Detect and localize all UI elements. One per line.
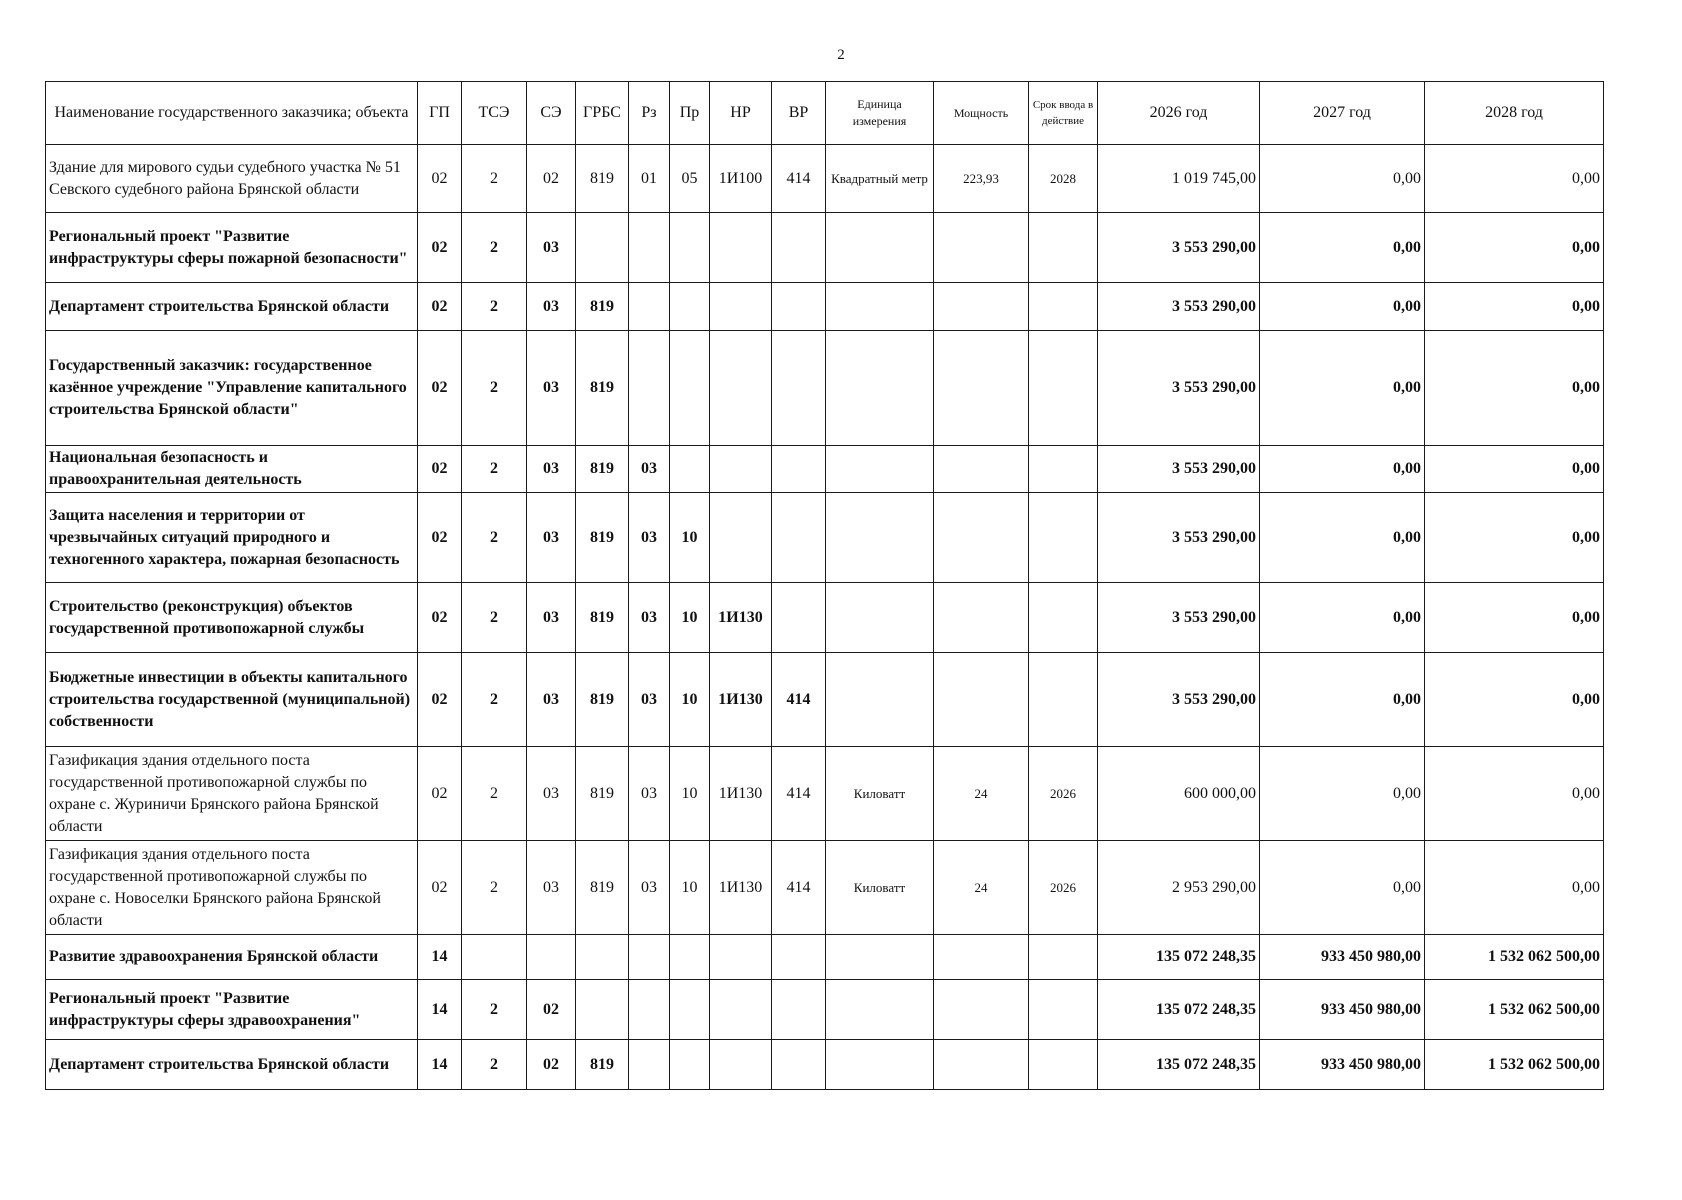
cell-year-2028: 0,00 [1425, 747, 1604, 841]
cell-year-2028: 0,00 [1425, 583, 1604, 653]
cell-grbs: 819 [576, 331, 629, 446]
cell-unit [826, 935, 934, 980]
cell-year-2027: 0,00 [1260, 841, 1425, 935]
cell-rz [629, 331, 670, 446]
cell-tse: 2 [462, 145, 527, 213]
cell-vr: 414 [772, 145, 826, 213]
cell-pr: 10 [670, 653, 710, 747]
cell-name: Департамент строительства Брянской области [46, 283, 418, 331]
cell-name: Газификация здания отдельного поста государственной противопожарной службы по охране с. Журиничи Брянского района Брянской области [46, 747, 418, 841]
cell-vr [772, 283, 826, 331]
cell-year-2028: 0,00 [1425, 331, 1604, 446]
cell-unit: Киловатт [826, 841, 934, 935]
cell-year-2027: 933 450 980,00 [1260, 1040, 1425, 1090]
cell-unit [826, 493, 934, 583]
cell-rz: 03 [629, 446, 670, 493]
cell-capacityear- [934, 493, 1029, 583]
cell-year-2028: 0,00 [1425, 213, 1604, 283]
cell-year-2026: 1 019 745,00 [1098, 145, 1260, 213]
cell-year-2026: 3 553 290,00 [1098, 493, 1260, 583]
cell-nr: 1И130 [710, 747, 772, 841]
cell-grbs: 819 [576, 583, 629, 653]
header-2027: 2027 год [1260, 82, 1425, 145]
cell-capacityear-: 223,93 [934, 145, 1029, 213]
cell-name: Газификация здания отдельного поста государственной противопожарной службы по охране с. Новоселки Брянского района Брянской области [46, 841, 418, 935]
cell-tse: 2 [462, 1040, 527, 1090]
cell-year-2027: 0,00 [1260, 145, 1425, 213]
cell-pr: 10 [670, 841, 710, 935]
cell-vr [772, 583, 826, 653]
cell-name: Национальная безопасность и правоохранительная деятельность [46, 446, 418, 493]
table-row [46, 331, 1604, 446]
cell-rz [629, 935, 670, 980]
cell-nr [710, 331, 772, 446]
cell-term: 2028 [1029, 145, 1098, 213]
table-row [46, 1040, 1604, 1090]
cell-nr [710, 493, 772, 583]
cell-term [1029, 935, 1098, 980]
cell-pr [670, 331, 710, 446]
cell-year-2028: 0,00 [1425, 446, 1604, 493]
cell-capacityear- [934, 1040, 1029, 1090]
cell-nr [710, 283, 772, 331]
cell-gp: 02 [418, 747, 462, 841]
cell-gp: 14 [418, 980, 462, 1040]
cell-vr [772, 331, 826, 446]
cell-term [1029, 583, 1098, 653]
cell-year-2027: 933 450 980,00 [1260, 935, 1425, 980]
cell-unit [826, 653, 934, 747]
cell-vr: 414 [772, 747, 826, 841]
cell-tse: 2 [462, 980, 527, 1040]
header-pr: Пр [670, 82, 710, 145]
cell-tse: 2 [462, 653, 527, 747]
cell-year-2026: 3 553 290,00 [1098, 331, 1260, 446]
cell-year-2027: 0,00 [1260, 283, 1425, 331]
cell-year-2026: 135 072 248,35 [1098, 980, 1260, 1040]
cell-year-2028: 1 532 062 500,00 [1425, 935, 1604, 980]
cell-gp: 02 [418, 331, 462, 446]
cell-year-2028: 0,00 [1425, 493, 1604, 583]
cell-vr [772, 446, 826, 493]
header-rz: Рз [629, 82, 670, 145]
cell-se: 03 [527, 841, 576, 935]
cell-year-2026: 3 553 290,00 [1098, 446, 1260, 493]
cell-capacityear- [934, 653, 1029, 747]
cell-year-2026: 600 000,00 [1098, 747, 1260, 841]
table-row [46, 283, 1604, 331]
cell-name: Здание для мирового судьи судебного участка № 51 Севского судебного района Брянской области [46, 145, 418, 213]
cell-year-2026: 3 553 290,00 [1098, 653, 1260, 747]
cell-unit [826, 446, 934, 493]
cell-tse: 2 [462, 446, 527, 493]
cell-unit [826, 331, 934, 446]
cell-year-2027: 0,00 [1260, 213, 1425, 283]
cell-year-2028: 1 532 062 500,00 [1425, 980, 1604, 1040]
cell-tse: 2 [462, 841, 527, 935]
cell-unit [826, 283, 934, 331]
table-row [46, 841, 1604, 935]
cell-se: 03 [527, 283, 576, 331]
cell-grbs [576, 213, 629, 283]
cell-grbs: 819 [576, 747, 629, 841]
cell-unit [826, 1040, 934, 1090]
cell-grbs [576, 980, 629, 1040]
cell-se: 02 [527, 1040, 576, 1090]
cell-year-2028: 0,00 [1425, 283, 1604, 331]
cell-year-2027: 0,00 [1260, 493, 1425, 583]
cell-gp: 02 [418, 283, 462, 331]
cell-rz: 03 [629, 653, 670, 747]
cell-rz: 03 [629, 493, 670, 583]
table-row [46, 446, 1604, 493]
cell-rz: 03 [629, 583, 670, 653]
page-number: 2 [837, 47, 845, 63]
cell-year-2026: 2 953 290,00 [1098, 841, 1260, 935]
cell-unit [826, 980, 934, 1040]
cell-tse: 2 [462, 493, 527, 583]
cell-tse [462, 935, 527, 980]
cell-gp: 14 [418, 935, 462, 980]
cell-se: 02 [527, 145, 576, 213]
cell-year-2026: 135 072 248,35 [1098, 1040, 1260, 1090]
cell-year-2028: 0,00 [1425, 841, 1604, 935]
header-gp: ГП [418, 82, 462, 145]
cell-capacityear- [934, 935, 1029, 980]
cell-year-2027: 0,00 [1260, 583, 1425, 653]
cell-year-2026: 3 553 290,00 [1098, 583, 1260, 653]
cell-year-2027: 0,00 [1260, 653, 1425, 747]
cell-term: 2026 [1029, 841, 1098, 935]
cell-rz: 03 [629, 841, 670, 935]
cell-nr: 1И130 [710, 841, 772, 935]
cell-se [527, 935, 576, 980]
cell-name: Строительство (реконструкция) объектов государственной противопожарной службы [46, 583, 418, 653]
cell-name: Развитие здравоохранения Брянской области [46, 935, 418, 980]
cell-gp: 02 [418, 145, 462, 213]
cell-gp: 02 [418, 213, 462, 283]
cell-nr [710, 446, 772, 493]
cell-year-2028: 1 532 062 500,00 [1425, 1040, 1604, 1090]
cell-rz [629, 1040, 670, 1090]
cell-se: 03 [527, 653, 576, 747]
cell-capacityear- [934, 980, 1029, 1040]
cell-vr [772, 493, 826, 583]
cell-name: Региональный проект "Развитие инфраструктуры сферы здравоохранения" [46, 980, 418, 1040]
table-row [46, 145, 1604, 213]
table-row [46, 747, 1604, 841]
cell-year-2028: 0,00 [1425, 145, 1604, 213]
header-term: Срок ввода в действие [1029, 82, 1098, 145]
header-capacity: Мощность [934, 82, 1029, 145]
cell-term [1029, 331, 1098, 446]
cell-pr: 10 [670, 583, 710, 653]
cell-vr: 414 [772, 841, 826, 935]
cell-vr [772, 980, 826, 1040]
cell-tse: 2 [462, 331, 527, 446]
cell-rz [629, 980, 670, 1040]
cell-name: Защита населения и территории от чрезвычайных ситуаций природного и техногенного характера, пожарная безопасность [46, 493, 418, 583]
cell-nr [710, 1040, 772, 1090]
cell-term [1029, 980, 1098, 1040]
cell-term [1029, 446, 1098, 493]
header-vr: ВР [772, 82, 826, 145]
cell-year-2027: 0,00 [1260, 446, 1425, 493]
cell-tse: 2 [462, 747, 527, 841]
cell-year-2026: 3 553 290,00 [1098, 283, 1260, 331]
cell-vr [772, 1040, 826, 1090]
cell-capacityear-: 24 [934, 747, 1029, 841]
cell-grbs: 819 [576, 493, 629, 583]
cell-term [1029, 283, 1098, 331]
table-header-row [46, 82, 1604, 145]
cell-vr [772, 935, 826, 980]
cell-gp: 14 [418, 1040, 462, 1090]
cell-se: 03 [527, 331, 576, 446]
cell-se: 02 [527, 980, 576, 1040]
cell-unit: Киловатт [826, 747, 934, 841]
cell-se: 03 [527, 446, 576, 493]
cell-nr: 1И100 [710, 145, 772, 213]
cell-pr [670, 283, 710, 331]
cell-term [1029, 213, 1098, 283]
cell-capacityear- [934, 331, 1029, 446]
cell-tse: 2 [462, 283, 527, 331]
cell-capacityear- [934, 213, 1029, 283]
cell-grbs: 819 [576, 841, 629, 935]
cell-pr: 10 [670, 747, 710, 841]
header-nr: НР [710, 82, 772, 145]
cell-capacityear- [934, 446, 1029, 493]
cell-se: 03 [527, 213, 576, 283]
cell-capacityear- [934, 283, 1029, 331]
cell-term: 2026 [1029, 747, 1098, 841]
table-body [46, 145, 1604, 1090]
cell-gp: 02 [418, 583, 462, 653]
cell-year-2027: 933 450 980,00 [1260, 980, 1425, 1040]
cell-nr [710, 213, 772, 283]
cell-tse: 2 [462, 213, 527, 283]
cell-capacityear-: 24 [934, 841, 1029, 935]
cell-pr: 05 [670, 145, 710, 213]
cell-gp: 02 [418, 493, 462, 583]
header-grbs: ГРБС [576, 82, 629, 145]
header-2028: 2028 год [1425, 82, 1604, 145]
cell-year-2028: 0,00 [1425, 653, 1604, 747]
cell-term [1029, 1040, 1098, 1090]
cell-se: 03 [527, 583, 576, 653]
table-row [46, 935, 1604, 980]
table-row [46, 980, 1604, 1040]
cell-year-2026: 3 553 290,00 [1098, 213, 1260, 283]
cell-year-2027: 0,00 [1260, 747, 1425, 841]
cell-vr: 414 [772, 653, 826, 747]
cell-rz: 01 [629, 145, 670, 213]
cell-grbs: 819 [576, 653, 629, 747]
budget-table [45, 81, 1604, 1090]
cell-capacityear- [934, 583, 1029, 653]
cell-grbs [576, 935, 629, 980]
cell-pr [670, 980, 710, 1040]
cell-pr [670, 935, 710, 980]
cell-term [1029, 653, 1098, 747]
header-2026: 2026 год [1098, 82, 1260, 145]
table-row [46, 493, 1604, 583]
cell-year-2027: 0,00 [1260, 331, 1425, 446]
table-row [46, 213, 1604, 283]
cell-pr [670, 1040, 710, 1090]
cell-rz [629, 213, 670, 283]
cell-nr: 1И130 [710, 583, 772, 653]
cell-gp: 02 [418, 841, 462, 935]
cell-year-2026: 135 072 248,35 [1098, 935, 1260, 980]
cell-nr [710, 980, 772, 1040]
cell-tse: 2 [462, 583, 527, 653]
cell-se: 03 [527, 493, 576, 583]
cell-vr [772, 213, 826, 283]
cell-name: Региональный проект "Развитие инфраструктуры сферы пожарной безопасности" [46, 213, 418, 283]
cell-pr [670, 213, 710, 283]
cell-unit: Квадратный метр [826, 145, 934, 213]
table-row [46, 583, 1604, 653]
cell-name: Бюджетные инвестиции в объекты капитального строительства государственной (муниципальной) собственности [46, 653, 418, 747]
cell-gp: 02 [418, 653, 462, 747]
cell-gp: 02 [418, 446, 462, 493]
header-se: СЭ [527, 82, 576, 145]
cell-grbs: 819 [576, 446, 629, 493]
cell-grbs: 819 [576, 283, 629, 331]
cell-rz: 03 [629, 747, 670, 841]
header-name: Наименование государственного заказчика; объекта [46, 82, 418, 145]
cell-grbs: 819 [576, 145, 629, 213]
cell-nr [710, 935, 772, 980]
cell-grbs: 819 [576, 1040, 629, 1090]
table-row [46, 653, 1604, 747]
cell-unit [826, 213, 934, 283]
cell-name: Департамент строительства Брянской области [46, 1040, 418, 1090]
cell-se: 03 [527, 747, 576, 841]
cell-rz [629, 283, 670, 331]
header-unit: Единица измерения [826, 82, 934, 145]
header-tse: ТСЭ [462, 82, 527, 145]
cell-term [1029, 493, 1098, 583]
cell-pr: 10 [670, 493, 710, 583]
cell-pr [670, 446, 710, 493]
cell-unit [826, 583, 934, 653]
cell-name: Государственный заказчик: государственное казённое учреждение "Управление капитального строительства Брянской области" [46, 331, 418, 446]
cell-nr: 1И130 [710, 653, 772, 747]
